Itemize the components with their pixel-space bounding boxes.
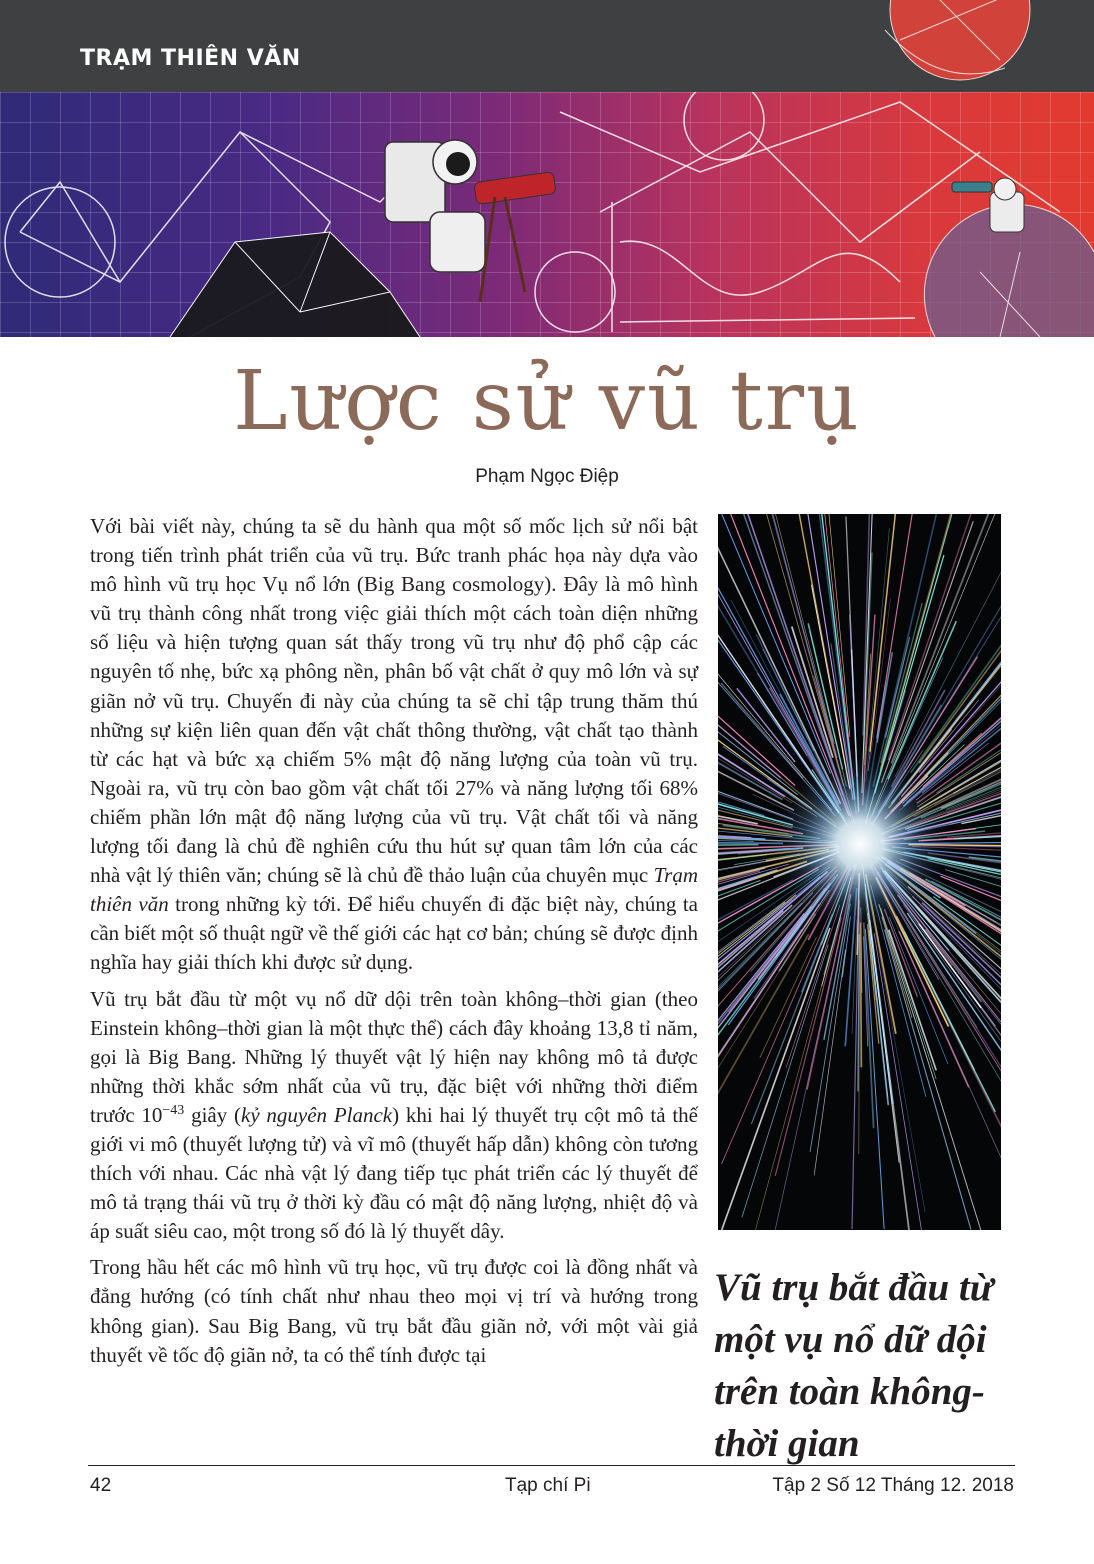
- left-dome: [170, 232, 420, 337]
- footer-divider: [88, 1465, 1015, 1466]
- big-bang-photo: [718, 514, 1001, 1230]
- astronaut-left: [385, 140, 556, 302]
- section-title: TRẠM THIÊN VĂN: [80, 46, 301, 71]
- paragraph: Trong hầu hết các mô hình vũ trụ học, vũ trụ được coi là đồng nhất và đẳng hướng (có tính chất như nhau theo mọi vị trí và hướng trong không gian). Sau Big Bang, vũ trụ bắt đầu giãn nở, với một vài giả thuyết về tốc độ giãn nở, ta có thể tính được tại: [90, 1255, 698, 1367]
- author-byline: Phạm Ngọc Điệp: [475, 466, 619, 487]
- header-bar: [0, 0, 1094, 92]
- article-title: Lược sử vũ trụ: [233, 354, 861, 449]
- astronaut-telescope-illustration: [0, 92, 1094, 337]
- journal-name: Tạp chí Pi: [505, 1475, 591, 1496]
- paragraph: Với bài viết này, chúng ta sẽ du hành qua một số mốc lịch sử nổi bật trong tiến trình phát triển của vũ trụ. Bức tranh phác họa này dựa vào mô hình vũ trụ học Vụ nổ lớn (Big Bang cosmology). Đây là mô hình vũ trụ thành công nhất trong việc giải thích một cách toàn diện những số liệu và hiện tượng quan sát thấy trong vũ trụ như độ phổ cập các nguyên tố nhẹ, bức xạ phông nền, phân bố vật chất ở quy mô lớn và sự giãn nở vũ trụ. Chuyến đi này của chúng ta sẽ chỉ tập trung thăm thú những sự kiện liên quan đến vật chất thông thường, vật chất tạo thành từ các hạt và bức xạ chiếm 5% mật độ năng lượng của toàn vũ trụ. Ngoài ra, vũ trụ còn bao gồm vật chất tối 27% và năng lượng tối 68% chiếm phần lớn mật độ năng lượng của vũ trụ. Vật chất tối và năng lượng tối đang là chủ đề nghiên cứu thu hút sự quan tâm lớn của các nhà vật lý thiên văn; chúng sẽ là chủ đề thảo luận của chuyên mục Trạm thiên văn trong những kỳ tới. Để hiểu chuyến đi đặc biệt này, chúng ta cần biết một số thuật ngữ về thế giới các hạt cơ bản; chúng sẽ được định nghĩa hay giải thích khi được sử dụng.: [90, 514, 699, 975]
- big-bang-light-burst: [718, 514, 1001, 1230]
- header-banner: [0, 92, 1094, 337]
- issue-info: Tập 2 Số 12 Tháng 12. 2018: [772, 1475, 1014, 1496]
- article-body: [90, 512, 698, 1377]
- page-number: 42: [90, 1475, 112, 1496]
- paragraph: Vũ trụ bắt đầu từ một vụ nổ dữ dội trên toàn không–thời gian (theo Einstein không–thời gian là một thực thể) cách đây khoảng 13,8 tỉ năm, gọi là Big Bang. Những lý thuyết vật lý hiện nay không mô tả được những thời khắc sớm nhất của vũ trụ, đặc biệt với những thời điểm trước $10^{-43}$ giây (kỷ nguyên Planck) khi hai lý thuyết trụ cột mô tả thế giới vi mô (thuyết lượng tử) và vĩ mô (thuyết hấp dẫn) không còn tương thích với nhau. Các nhà vật lý đang tiếp tục phát triển các lý thuyết để mô tả trạng thái vũ trụ ở thời kỳ đầu có mật độ năng lượng, nhiệt độ và áp suất siêu cao, một trong số đó là lý thuyết dây.: [90, 986, 698, 1244]
- pull-quote: Vũ trụ bắt đầu từ một vụ nổ dữ dội trên toàn không-thời gian: [714, 1266, 994, 1465]
